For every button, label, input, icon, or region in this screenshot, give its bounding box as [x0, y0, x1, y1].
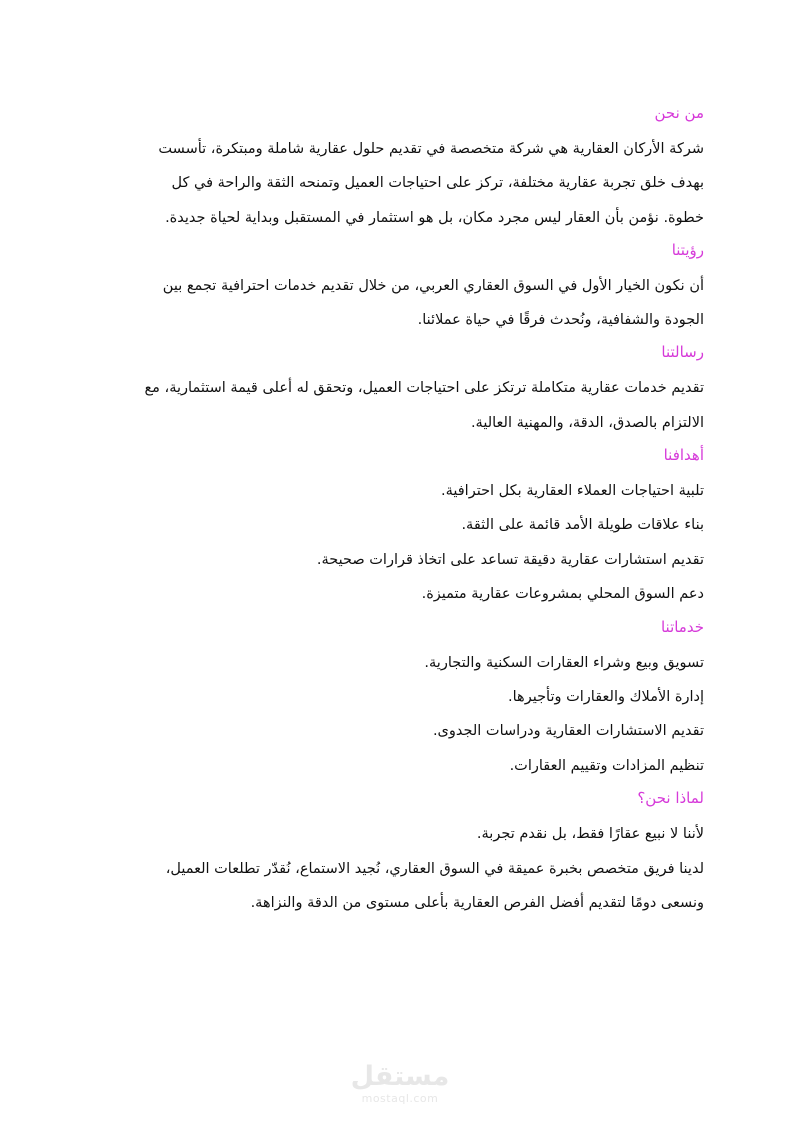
vision-line: الجودة والشفافية، ونُحدث فرقًا في حياة عملائنا.: [417, 312, 704, 329]
about-line: بهدف خلق تجربة عقارية مختلفة، تركز على احتياجات العميل وتمنحه الثقة والراحة في كل: [171, 175, 704, 192]
why-heading: لماذا نحن؟: [637, 789, 704, 808]
why-line: لأننا لا نبيع عقارًا فقط، بل نقدم تجربة.: [476, 826, 704, 843]
goal-item: دعم السوق المحلي بمشروعات عقارية متميزة.: [421, 586, 704, 603]
about-line: شركة الأركان العقارية هي شركة متخصصة في تقديم حلول عقارية شاملة ومبتكرة، تأسست: [158, 141, 704, 157]
why-paragraph: [96, 817, 704, 920]
watermark-url: mostaql.com: [361, 1092, 439, 1105]
mission-line: تقديم خدمات عقارية متكاملة ترتكز على احتياجات العميل، وتحقق له أعلى قيمة استثمارية، مع: [144, 380, 704, 397]
service-item: تسويق وبيع وشراء العقارات السكنية والتجارية.: [424, 654, 704, 671]
goal-item: بناء علاقات طويلة الأمد قائمة على الثقة.: [461, 517, 704, 534]
document-body: [96, 98, 704, 920]
services-heading: خدماتنا: [660, 617, 704, 636]
mission-paragraph: [96, 371, 704, 440]
vision-paragraph: [96, 269, 704, 338]
mission-line: الالتزام بالصدق، الدقة، والمهنية العالية.: [470, 414, 704, 431]
goal-item: تلبية احتياجات العملاء العقارية بكل احترافية.: [440, 483, 704, 500]
service-item: تقديم الاستشارات العقارية ودراسات الجدوى.: [432, 723, 704, 740]
vision-heading: رؤيتنا: [671, 240, 704, 259]
services-list: [96, 646, 704, 784]
mostaql-watermark: [350, 1062, 450, 1105]
watermark-logo: مستقل: [350, 1061, 450, 1092]
about-line: خطوة. نؤمن بأن العقار ليس مجرد مكان، بل هو استثمار في المستقبل وبداية لحياة جديدة.: [165, 209, 704, 226]
goal-item: تقديم استشارات عقارية دقيقة تساعد على اتخاذ قرارات صحيحة.: [316, 551, 704, 568]
mission-heading: رسالتنا: [661, 343, 704, 362]
service-item: تنظيم المزادات وتقييم العقارات.: [509, 757, 704, 774]
vision-line: أن نكون الخيار الأول في السوق العقاري العربي، من خلال تقديم خدمات احترافية تجمع بين: [162, 277, 704, 294]
about-heading: من نحن: [654, 104, 704, 122]
goals-list: [96, 474, 704, 612]
about-paragraph: [96, 132, 704, 235]
why-line: ونسعى دومًا لتقديم أفضل الفرص العقارية بأعلى مستوى من الدقة والنزاهة.: [250, 894, 704, 911]
service-item: إدارة الأملاك والعقارات وتأجيرها.: [508, 689, 704, 706]
why-line: لدينا فريق متخصص بخبرة عميقة في السوق العقاري، نُجيد الاستماع، نُقدّر تطلعات العميل،: [165, 860, 704, 877]
goals-heading: أهدافنا: [663, 446, 704, 465]
